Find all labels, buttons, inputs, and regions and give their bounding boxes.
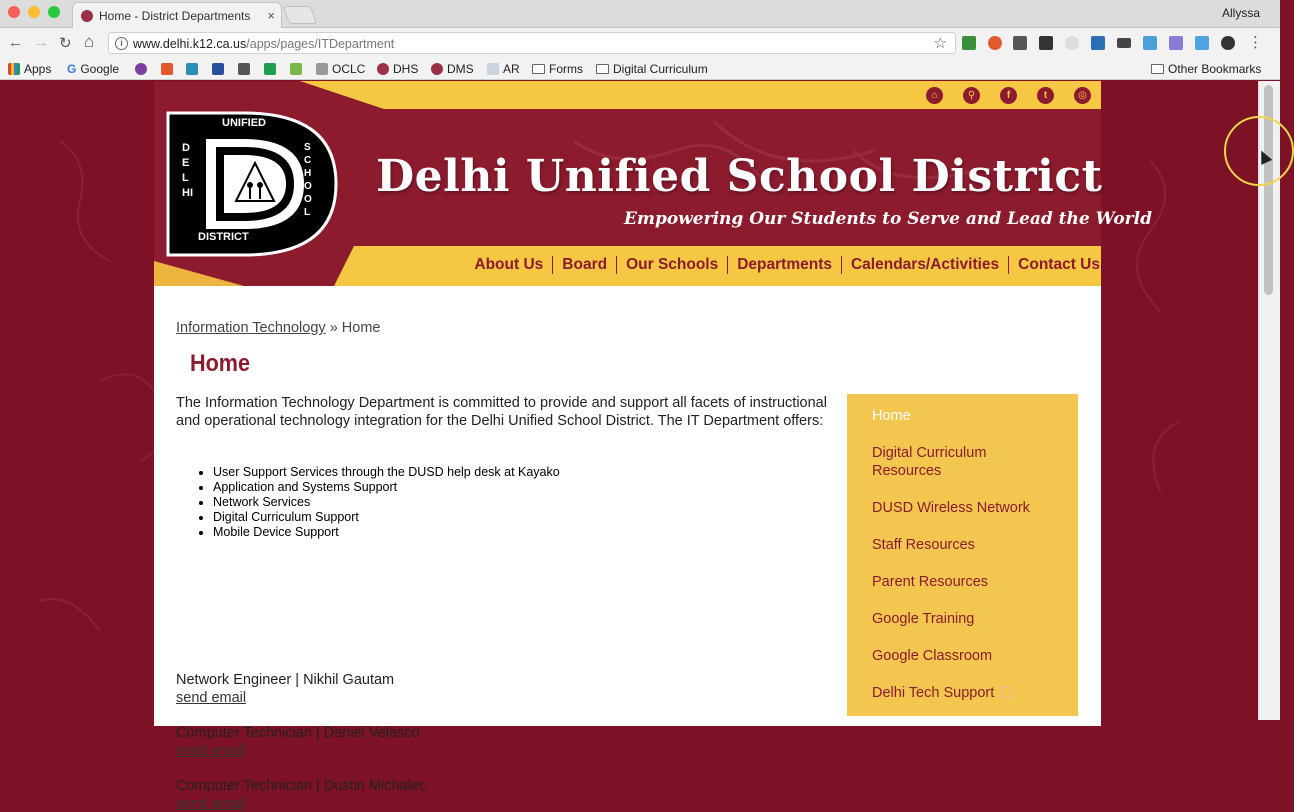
nav-calendars-activities[interactable]: Calendars/Activities [850,256,1000,273]
reload-icon[interactable]: ↻ [59,35,72,52]
browser-tab[interactable] [72,2,282,28]
list-item: • Digital Curriculum Support [213,510,560,525]
extension-icon[interactable] [1013,36,1027,50]
bookmark-icon[interactable] [212,63,224,75]
sidebar-item-home[interactable]: Home [872,408,911,424]
url-host: www.delhi.k12.ca.us [133,37,247,51]
send-email-link[interactable]: send email [176,690,247,706]
tree-icon [431,63,443,75]
nav-divider [552,256,553,274]
sidebar-item-tech-support[interactable] [872,684,1072,702]
sidebar-item-staff-resources[interactable]: Staff Resources [872,537,975,553]
url-path: /apps/pages/ITDepartment [246,37,395,51]
list-item: • Application and Systems Support [213,480,560,495]
sidebar-item-digital-curriculum[interactable]: Digital Curriculum Resources [872,445,987,479]
logo-text-right: SCHOOL [304,142,312,218]
list-item: • User Support Services through the DUSD help desk at Kayako [213,465,560,480]
list-item: • Network Services [213,495,560,510]
oclc-icon [316,63,328,75]
back-icon[interactable]: ← [8,34,23,51]
bookmark-dhs[interactable]: DHS [377,62,418,76]
close-tab-icon[interactable]: × [267,8,275,23]
sidebar-item-google-classroom[interactable]: Google Classroom [872,648,993,664]
address-bar[interactable] [108,32,956,54]
folder-icon [1151,64,1164,74]
bookmark-other-folder[interactable]: Other Bookmarks [1151,62,1261,76]
extension-icon[interactable] [1065,36,1079,50]
staff-role: Computer Technician | Daniel Velasco [176,725,420,741]
bookmark-icon[interactable] [238,63,250,75]
bookmark-icon[interactable] [161,63,173,75]
bookmark-icon[interactable] [290,63,302,75]
extension-icon[interactable] [1221,36,1235,50]
nav-contact-us[interactable]: Contact Us [1018,256,1100,273]
facebook-icon[interactable]: f [1000,87,1017,104]
extension-icon[interactable] [988,36,1002,50]
external-link-icon [1000,687,1011,698]
instagram-icon[interactable]: ◎ [1074,87,1091,104]
apps-grid-icon [8,63,20,75]
sidebar-item-label: Delhi Tech Support [872,685,995,701]
bookmark-forms-folder[interactable]: Forms [532,62,583,76]
folder-icon [596,64,609,74]
profile-name[interactable]: Allyssa [1221,6,1260,20]
browser-titlebar [0,0,1280,28]
send-email-link[interactable]: send email [176,743,247,759]
staff-role: Network Engineer | Nikhil Gautam [176,672,395,688]
drive-icon[interactable] [264,63,276,75]
browser-toolbar [0,28,1280,58]
home-icon[interactable]: ⌂ [84,32,95,51]
ar-icon [487,63,499,75]
staff-role: Computer Technician | Dustin Michalec [176,778,427,794]
bookmark-dms[interactable]: DMS [431,62,474,76]
breadcrumb-separator: » [325,320,342,336]
nav-divider [1008,256,1009,274]
close-window-button[interactable] [8,6,20,18]
district-logo[interactable] [164,109,340,259]
site-tagline: Empowering Our Students to Serve and Lead the World [624,209,1152,229]
breadcrumb [176,320,380,336]
nav-our-schools[interactable]: Our Schools [626,256,719,273]
home-icon[interactable]: ⌂ [926,87,943,104]
nav-divider [727,256,728,274]
sidebar-item-wireless-network[interactable]: DUSD Wireless Network [872,500,1030,516]
bookmark-apps[interactable]: Apps [8,62,51,76]
bookmark-google[interactable]: G Google [67,62,120,76]
list-item: • Mobile Device Support [213,525,560,540]
logo-text-top: UNIFIED [222,117,266,129]
intro-paragraph: The Information Technology Department is committed to provide and support all facets of instructional and operational technology integration for the Delhi Unified School District. The IT Department offers: [176,395,827,429]
nav-divider [841,256,842,274]
main-navigation [474,256,1100,274]
folder-icon [532,64,545,74]
sidebar-item-google-training[interactable]: Google Training [872,611,975,627]
tab-title: Home - District Departments [99,9,251,23]
bookmark-icon[interactable] [135,63,147,75]
extension-icon[interactable] [1039,36,1053,50]
staff-entry [176,672,394,706]
main-content [154,286,1101,812]
extension-icon[interactable] [962,36,976,50]
bookmarks-bar [0,58,1280,80]
maximize-window-button[interactable] [48,6,60,18]
bookmark-icon[interactable] [186,63,198,75]
breadcrumb-current: Home [341,320,381,336]
nav-divider [616,256,617,274]
nav-departments[interactable]: Departments [737,256,832,273]
logo-text-left: DELHI [182,142,193,199]
twitter-icon[interactable]: t [1037,87,1054,104]
google-icon: G [67,62,77,76]
send-email-link[interactable]: send email [176,796,247,812]
breadcrumb-link-it[interactable]: Information Technology [176,320,326,336]
extension-icon[interactable] [1143,36,1157,50]
staff-entry [176,778,426,812]
section-sidebar [847,394,1078,716]
forward-icon[interactable]: → [34,34,49,51]
page-title: Home [190,350,251,377]
site-title[interactable]: Delhi Unified School District [376,151,1103,202]
sidebar-item-parent-resources[interactable]: Parent Resources [872,574,989,590]
tree-icon [81,10,93,22]
bookmark-oclc[interactable]: OCLC [316,62,365,76]
bookmark-digital-curriculum-folder[interactable]: Digital Curriculum [596,62,708,76]
tree-icon [377,63,389,75]
extension-icon[interactable] [1117,38,1131,48]
web-page [0,81,1258,812]
extension-icon[interactable] [1169,36,1183,50]
search-icon[interactable]: ⚲ [963,87,980,104]
bookmark-star-icon[interactable]: ☆ [933,35,947,52]
extension-icon[interactable] [1091,36,1105,50]
browser-menu-icon[interactable]: ⋮ [1248,34,1263,51]
nav-about-us[interactable]: About Us [474,256,544,273]
minimize-window-button[interactable] [28,6,40,18]
logo-text-bottom: DISTRICT [198,231,249,243]
nav-board[interactable]: Board [562,256,608,273]
extension-icon[interactable] [1195,36,1209,50]
staff-entry [176,725,420,759]
services-list [213,465,560,540]
new-tab-button[interactable] [283,6,318,24]
info-icon[interactable]: i [115,37,128,50]
bookmark-ar[interactable]: AR [487,62,520,76]
